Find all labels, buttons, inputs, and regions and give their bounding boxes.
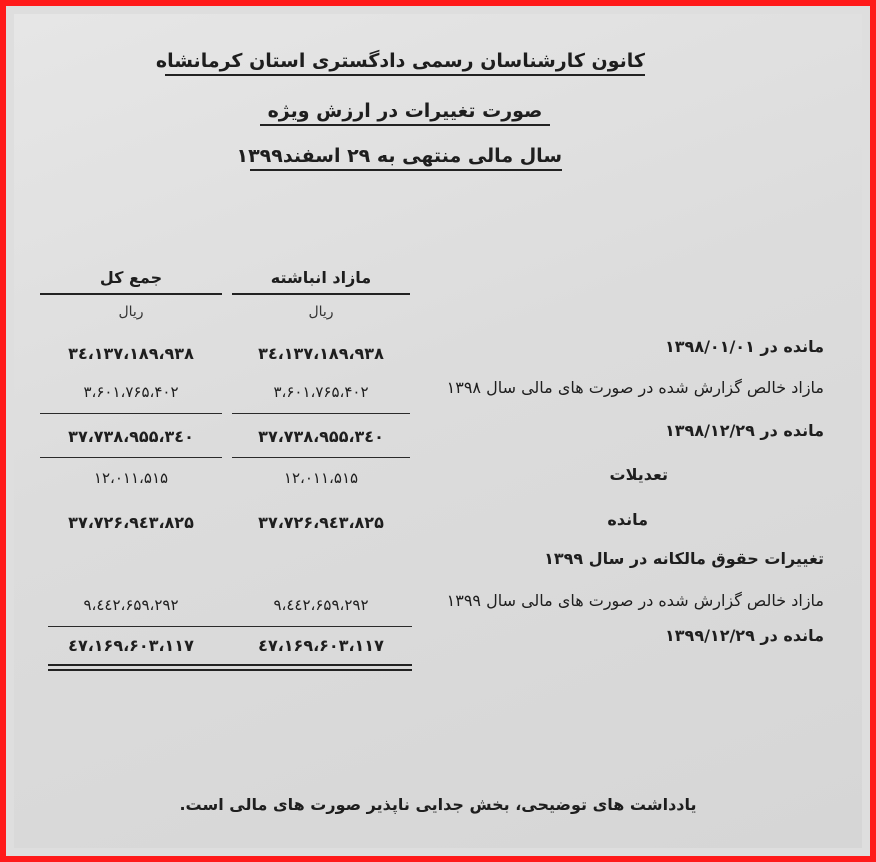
col-total-header-rule: [40, 293, 222, 295]
row-accumulated-value: ۳۷،۷۲۶،۹٤۳،۸۲۵: [258, 513, 384, 532]
double-underline-top: [48, 664, 412, 666]
row-accumulated-value: ۳۷،۷۳۸،۹۵۵،۳٤۰: [258, 427, 384, 446]
row-label: مازاد خالص گزارش شده در صورت های مالی سال ۱۳۹۸: [446, 378, 824, 397]
subtotal-rule: [40, 457, 222, 458]
row-label: مانده: [607, 510, 648, 529]
row-total-value: ۹،٤٤۲،۶۵۹،۲۹۲: [83, 596, 179, 614]
row-label: مانده در ۱۳۹۹/۱۲/۲۹: [665, 626, 824, 645]
row-total-value: ۱۲،۰۱۱،۵۱۵: [93, 469, 169, 487]
row-total-value: ۳۷،۷۳۸،۹۵۵،۳٤۰: [68, 427, 194, 446]
col-accumulated-header-rule: [232, 293, 410, 295]
row-accumulated-value: ۳٤،۱۳۷،۱۸۹،۹۳۸: [258, 344, 384, 363]
row-label: مانده در ۱۳۹۸/۱۲/۲۹: [665, 421, 824, 440]
row-accumulated-value: ۱۲،۰۱۱،۵۱۵: [283, 469, 359, 487]
row-total-value: ۳٤،۱۳۷،۱۸۹،۹۳۸: [68, 344, 194, 363]
footnote: یادداشت های توضیحی، بخش جدایی ناپذیر صورت های مالی است.: [179, 795, 697, 814]
double-underline-bottom: [48, 669, 412, 671]
row-total-value: ٤۷،۱۶۹،۶۰۳،۱۱۷: [68, 636, 194, 655]
row-accumulated-value: ۳،۶۰۱،۷۶۵،۴۰۲: [273, 383, 369, 401]
row-label: مازاد خالص گزارش شده در صورت های مالی سال ۱۳۹۹: [446, 591, 824, 610]
total-rule: [48, 626, 412, 627]
col-accumulated-unit: ریال: [308, 304, 334, 320]
statement-title: صورت تغییرات در ارزش ویژه: [260, 100, 550, 126]
subtotal-rule: [40, 413, 222, 414]
row-total-value: ۳،۶۰۱،۷۶۵،۴۰۲: [83, 383, 179, 401]
org-title: کانون کارشناسان رسمی دادگستری استان کرمانشاه: [165, 50, 645, 76]
row-total-value: ۳۷،۷۲۶،۹٤۳،۸۲۵: [68, 513, 194, 532]
subtotal-rule: [232, 457, 410, 458]
col-total-header: جمع کل: [99, 268, 163, 287]
period-title: سال مالی منتهی به ۲۹ اسفند۱۳۹۹: [250, 145, 562, 171]
row-label: تعدیلات: [609, 465, 668, 484]
row-accumulated-value: ۹،٤٤۲،۶۵۹،۲۹۲: [273, 596, 369, 614]
row-accumulated-value: ٤۷،۱۶۹،۶۰۳،۱۱۷: [258, 636, 384, 655]
section-heading: تغییرات حقوق مالکانه در سال ۱۳۹۹: [544, 549, 824, 568]
col-accumulated-header: مازاد انباشته: [270, 268, 372, 287]
col-total-unit: ریال: [118, 304, 144, 320]
row-label: مانده در ۱۳۹۸/۰۱/۰۱: [665, 337, 824, 356]
subtotal-rule: [232, 413, 410, 414]
